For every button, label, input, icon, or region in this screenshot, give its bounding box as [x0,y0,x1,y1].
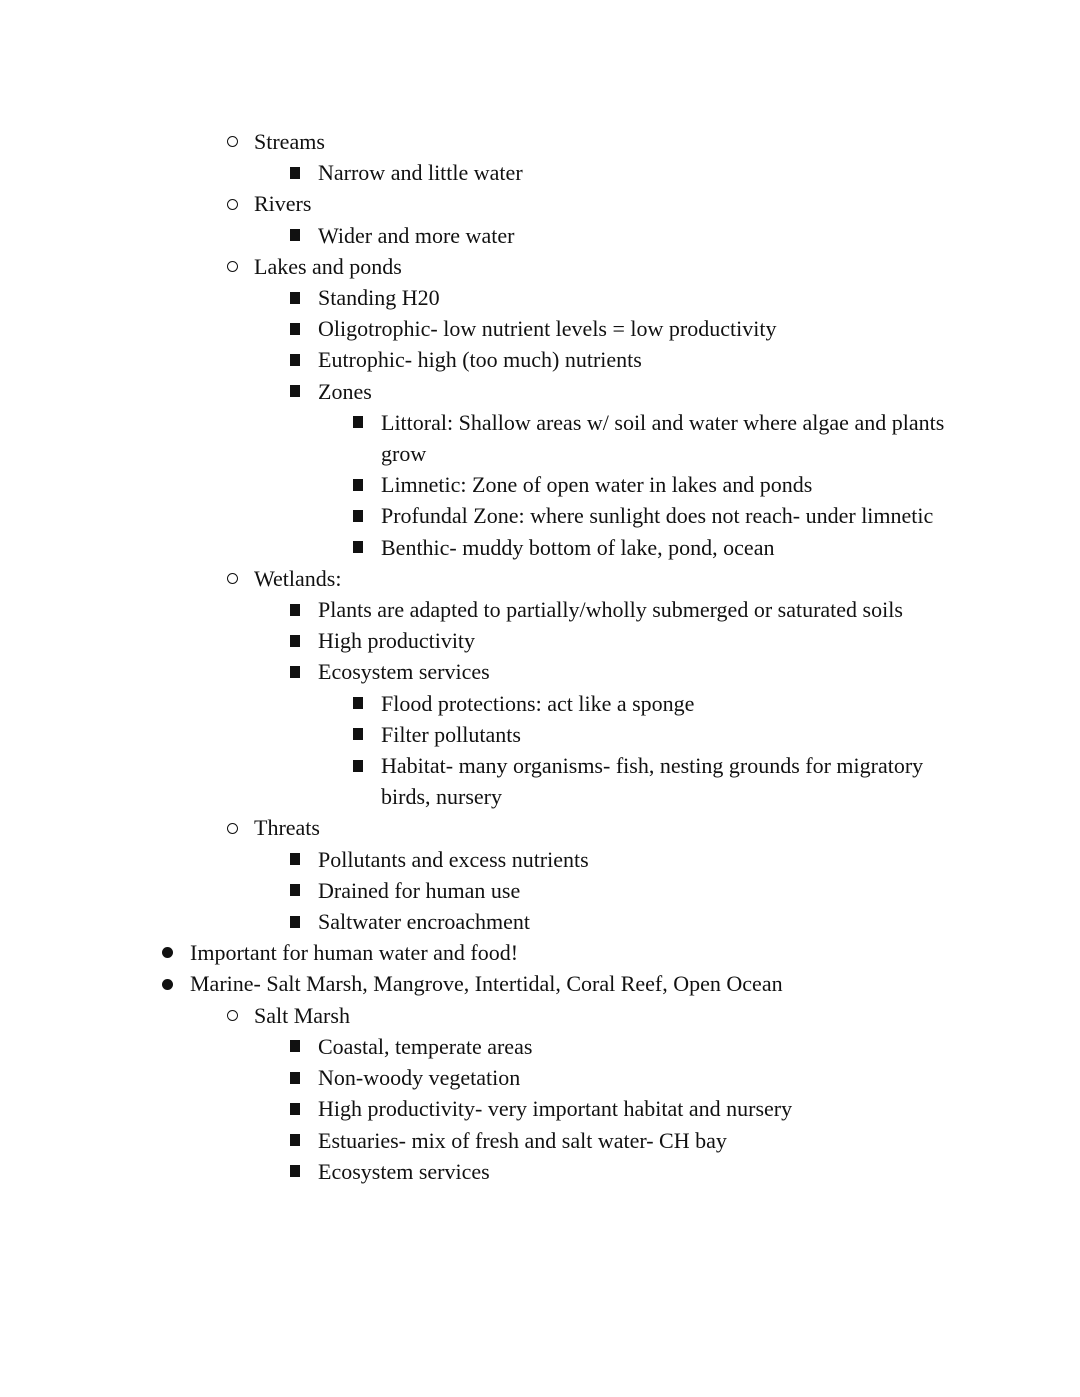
list-item [0,220,1080,251]
list-item-text: Non-woody vegetation [318,1065,521,1091]
list-item [0,157,1080,188]
bullet-square-icon [290,282,300,313]
list-item [0,500,1080,531]
list-item [0,937,1080,968]
bullet-square-icon [290,313,300,344]
list-item-text: Lakes and ponds [254,253,402,279]
bullet-square-icon [290,1031,300,1062]
list-item [0,282,1080,313]
list-item [0,844,1080,875]
list-item-text: Eutrophic- high (too much) nutrients [318,347,642,373]
list-item [0,469,1080,500]
bullet-square-icon [290,1062,300,1093]
list-item [0,812,1080,843]
list-item [0,1062,1080,1093]
list-item [0,656,1080,687]
list-item-text: Filter pollutants [381,721,521,747]
list-item [0,719,1080,750]
bullet-disc-icon [162,937,173,968]
list-item-text: Oligotrophic- low nutrient levels = low productivity [318,316,777,342]
list-item-text: Threats [254,815,320,841]
list-item-text: Ecosystem services [318,1158,490,1184]
list-item [0,407,1080,469]
bullet-square-icon [290,220,300,251]
list-item [0,532,1080,563]
list-item-text: Important for human water and food! [190,940,519,966]
list-item [0,594,1080,625]
list-item [0,188,1080,219]
list-item [0,968,1080,999]
bullet-square-icon [353,500,363,531]
list-item-text: Habitat- many organisms- fish, nesting grounds for migratory birds, nursery [381,753,924,810]
bullet-circle-icon [227,251,238,282]
bullet-square-icon [290,625,300,656]
list-item-text: Benthic- muddy bottom of lake, pond, ocean [381,534,775,560]
bullet-circle-icon [227,1000,238,1031]
list-item-text: Zones [318,378,372,404]
list-item [0,313,1080,344]
list-item [0,126,1080,157]
list-item [0,1031,1080,1062]
bullet-square-icon [290,376,300,407]
list-item-text: High productivity- very important habitat and nursery [318,1096,793,1122]
list-item-text: Profundal Zone: where sunlight does not reach- under limnetic [381,503,934,529]
bullet-square-icon [290,1125,300,1156]
list-item [0,251,1080,282]
bullet-circle-icon [227,188,238,219]
list-item [0,688,1080,719]
list-item [0,1156,1080,1187]
bullet-square-icon [353,719,363,750]
bullet-square-icon [290,594,300,625]
list-item [0,1125,1080,1156]
bullet-circle-icon [227,563,238,594]
list-item [0,906,1080,937]
bullet-square-icon [290,656,300,687]
list-item-text: Drained for human use [318,877,521,903]
list-item-text: Coastal, temperate areas [318,1033,533,1059]
bullet-disc-icon [162,968,173,999]
bullet-square-icon [353,469,363,500]
bullet-circle-icon [227,126,238,157]
bullet-square-icon [290,344,300,375]
list-item-text: Rivers [254,191,312,217]
list-item-text: Narrow and little water [318,160,523,186]
list-item-text: Streams [254,129,325,154]
list-item-text: Plants are adapted to partially/wholly submerged or saturated soils [318,597,903,623]
list-item-text: Estuaries- mix of fresh and salt water- CH bay [318,1127,727,1153]
list-item-text: Pollutants and excess nutrients [318,846,589,872]
list-item [0,750,1080,812]
bullet-square-icon [353,688,363,719]
bullet-square-icon [290,1156,300,1187]
list-item-text: Ecosystem services [318,659,490,685]
list-item-text: Saltwater encroachment [318,909,530,935]
bullet-square-icon [290,1093,300,1124]
bullet-square-icon [353,407,363,438]
list-item-text: Standing H20 [318,285,440,311]
bullet-square-icon [290,906,300,937]
list-item-text: Salt Marsh [254,1002,350,1028]
list-item [0,563,1080,594]
list-item-text: Limnetic: Zone of open water in lakes and ponds [381,472,813,498]
bullet-square-icon [290,875,300,906]
list-item-text: Wider and more water [318,222,515,248]
list-item [0,875,1080,906]
list-item-text: Wetlands: [254,565,342,591]
bullet-square-icon [290,157,300,188]
list-item-text: High productivity [318,628,476,654]
list-item [0,1000,1080,1031]
bullet-square-icon [290,844,300,875]
list-item [0,1093,1080,1124]
bullet-circle-icon [227,812,238,843]
list-item-text: Flood protections: act like a sponge [381,690,695,716]
list-item-text: Littoral: Shallow areas w/ soil and water where algae and plants grow [381,409,945,467]
list-item [0,344,1080,375]
bullet-square-icon [353,532,363,563]
list-item [0,625,1080,656]
list-item-text: Marine- Salt Marsh, Mangrove, Intertidal, Coral Reef, Open Ocean [190,971,783,997]
list-item [0,376,1080,407]
bullet-square-icon [353,750,363,781]
